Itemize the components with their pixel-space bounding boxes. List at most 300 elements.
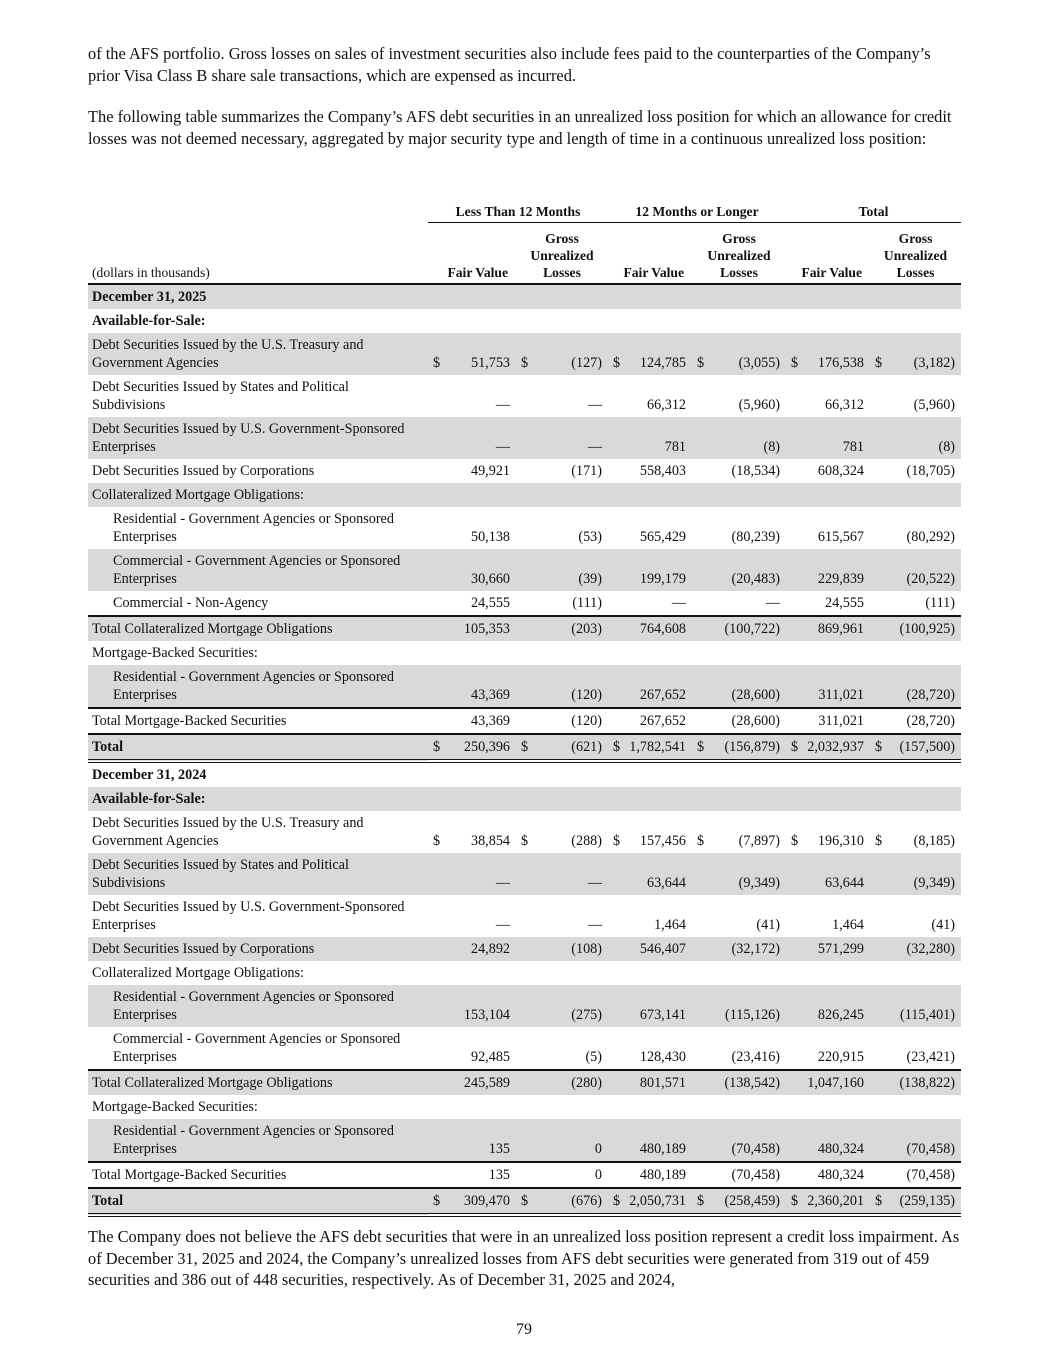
intro-paragraph-1: of the AFS portfolio. Gross losses on sales of investment securities also include fees paid to the counterparties of the Company’s prior Visa Class B share sale transactions, which are expensed as incurred.	[88, 44, 931, 85]
cell-value	[428, 734, 516, 761]
cell-value	[516, 459, 608, 483]
cell-number: (171)	[571, 463, 602, 479]
cell-value	[608, 811, 692, 853]
cell-value	[692, 708, 786, 734]
cell-number: 267,652	[639, 687, 686, 703]
cell-number: 826,245	[817, 1007, 865, 1023]
table-row	[88, 937, 961, 961]
cell-value	[692, 787, 786, 811]
row-label: Commercial - Government Agencies or Sponsored Enterprises	[88, 549, 428, 591]
cell-number: (32,280)	[906, 941, 956, 957]
cell-number: 781	[842, 439, 865, 455]
cell-value	[516, 961, 608, 985]
cell-number: 220,915	[817, 1049, 865, 1065]
cell-value	[428, 811, 516, 853]
cell-number: 229,839	[817, 571, 865, 587]
cell-number: 92,485	[470, 1049, 510, 1065]
cell-value	[786, 375, 870, 417]
cell-number: 608,324	[817, 463, 865, 479]
cell-value	[692, 417, 786, 459]
cell-value	[516, 895, 608, 937]
cell-value	[428, 591, 516, 616]
cell-value	[786, 1027, 870, 1070]
cell-number: (138,822)	[899, 1075, 956, 1091]
group-header-12-months-or-longer: 12 Months or Longer	[608, 200, 786, 223]
cell-value	[692, 1162, 786, 1188]
cell-number: (115,401)	[899, 1007, 956, 1023]
row-label: Debt Securities Issued by U.S. Government-Sponsored Enterprises	[88, 417, 428, 459]
cell-value	[608, 309, 692, 333]
cell-value	[428, 417, 516, 459]
cell-number: (20,483)	[731, 571, 781, 587]
cell-value	[428, 1188, 516, 1215]
cell-number: (70,458)	[906, 1141, 956, 1157]
cell-number: 0	[594, 1141, 602, 1157]
cell-number: 558,403	[639, 463, 686, 479]
cell-number: 135	[488, 1167, 510, 1183]
cell-value	[692, 1188, 786, 1215]
cell-value	[516, 787, 608, 811]
cell-number: (39)	[578, 571, 602, 587]
cell-value	[692, 507, 786, 549]
cell-value	[786, 1119, 870, 1162]
subtotal-row	[88, 1070, 961, 1095]
cell-value	[786, 937, 870, 961]
cell-value	[608, 284, 692, 309]
currency-symbol: $	[791, 1193, 799, 1209]
cell-value	[870, 1070, 961, 1095]
cell-number: (8)	[938, 439, 956, 455]
cell-value	[870, 811, 961, 853]
group-header-less-than-12-months: Less Than 12 Months	[428, 200, 608, 223]
cell-number: (28,720)	[906, 687, 956, 703]
column-header: Fair Value	[428, 223, 516, 285]
row-label: Debt Securities Issued by the U.S. Treasury and Government Agencies	[88, 333, 428, 375]
cell-value	[516, 708, 608, 734]
cell-value	[608, 549, 692, 591]
currency-symbol: $	[697, 739, 705, 755]
cell-value	[692, 985, 786, 1027]
cell-value	[786, 459, 870, 483]
currency-symbol: $	[875, 355, 883, 371]
cell-value	[870, 787, 961, 811]
closing-paragraph: The Company does not believe the AFS debt securities that were in an unrealized loss position represent a credit loss impairment. As of December 31, 2025 and 2024, the Company’s unrealized losses from AFS debt securities were generated from 319 out of 459 securities and 386 out of 448 securities, respectively. As of December 31, 2025 and 2024,	[88, 1227, 960, 1290]
cell-value	[516, 1162, 608, 1188]
cell-value	[870, 708, 961, 734]
currency-symbol: $	[791, 355, 799, 371]
cell-value	[870, 853, 961, 895]
cell-number: 615,567	[817, 529, 865, 545]
cell-value	[870, 1188, 961, 1215]
cell-value	[428, 761, 516, 787]
cell-number: 311,021	[818, 687, 865, 703]
table-row	[88, 417, 961, 459]
unrealized-loss-table	[88, 200, 961, 1217]
cell-value	[608, 507, 692, 549]
column-header: Gross Unrealized Losses	[692, 223, 786, 285]
cell-value	[870, 1095, 961, 1119]
cell-value	[428, 787, 516, 811]
cell-value	[428, 1162, 516, 1188]
cell-number: 124,785	[639, 355, 686, 371]
cell-value	[428, 961, 516, 985]
cell-number: (41)	[931, 917, 956, 933]
row-label: Available-for-Sale:	[92, 313, 206, 329]
table-row	[88, 591, 961, 616]
currency-symbol: $	[875, 833, 883, 849]
cell-value	[786, 1070, 870, 1095]
row-label: Debt Securities Issued by the U.S. Treasury and Government Agencies	[92, 815, 364, 849]
table-row	[88, 375, 961, 417]
table-row	[88, 641, 961, 665]
cell-value	[786, 549, 870, 591]
cell-value	[692, 641, 786, 665]
page-number: 79	[516, 1321, 532, 1338]
cell-number: 2,050,731	[629, 1193, 686, 1209]
cell-number: 565,429	[639, 529, 686, 545]
cell-value	[786, 641, 870, 665]
cell-value	[786, 417, 870, 459]
currency-symbol: $	[433, 739, 441, 755]
row-label: Total Collateralized Mortgage Obligations	[88, 1070, 428, 1095]
cell-value	[786, 811, 870, 853]
cell-value	[692, 961, 786, 985]
cell-number: (18,534)	[731, 463, 781, 479]
cell-number: (621)	[571, 739, 602, 755]
cell-value	[692, 616, 786, 641]
cell-number: 153,104	[463, 1007, 510, 1023]
cell-number: (23,421)	[906, 1049, 956, 1065]
cell-value	[692, 459, 786, 483]
table-row	[88, 761, 961, 787]
cell-value	[692, 375, 786, 417]
cell-value	[870, 375, 961, 417]
currency-symbol: $	[791, 833, 799, 849]
cell-number: (275)	[571, 1007, 602, 1023]
cell-value	[692, 591, 786, 616]
row-label: Commercial - Non-Agency	[113, 595, 269, 611]
currency-symbol: $	[697, 355, 705, 371]
cell-number: (53)	[578, 529, 602, 545]
column-header: Gross Unrealized Losses	[870, 223, 961, 285]
cell-number: 196,310	[817, 833, 865, 849]
cell-number: (100,925)	[899, 621, 956, 637]
currency-symbol: $	[433, 833, 441, 849]
cell-number: 267,652	[639, 713, 686, 729]
currency-symbol: $	[521, 739, 529, 755]
cell-value	[516, 1095, 608, 1119]
cell-number: —	[587, 917, 602, 933]
cell-value	[786, 1162, 870, 1188]
table-row	[88, 1027, 961, 1070]
cell-value	[786, 895, 870, 937]
cell-value	[608, 1070, 692, 1095]
cell-value	[428, 507, 516, 549]
column-header: Fair Value	[786, 223, 870, 285]
group-header-total: Total	[786, 200, 961, 223]
cell-value	[608, 1095, 692, 1119]
row-label: Debt Securities Issued by States and Political Subdivisions	[92, 379, 349, 413]
cell-number: 1,464	[832, 917, 865, 933]
cell-number: (20,522)	[906, 571, 956, 587]
cell-number: 311,021	[818, 713, 865, 729]
currency-symbol: $	[697, 1193, 705, 1209]
cell-value	[786, 483, 870, 507]
cell-number: (676)	[571, 1193, 602, 1209]
cell-value	[608, 761, 692, 787]
cell-value	[692, 853, 786, 895]
cell-value	[608, 1188, 692, 1215]
cell-value	[692, 284, 786, 309]
cell-number: (80,239)	[731, 529, 781, 545]
cell-value	[692, 483, 786, 507]
cell-number: (203)	[571, 621, 602, 637]
total-row	[88, 734, 961, 761]
currency-symbol: $	[521, 833, 529, 849]
cell-value	[786, 591, 870, 616]
cell-value	[786, 665, 870, 708]
cell-value	[692, 1095, 786, 1119]
cell-value	[608, 459, 692, 483]
cell-value	[608, 375, 692, 417]
units-label: (dollars in thousands)	[88, 223, 428, 285]
cell-value	[870, 1027, 961, 1070]
cell-number: 546,407	[639, 941, 686, 957]
cell-value	[692, 811, 786, 853]
cell-number: 2,360,201	[807, 1193, 865, 1209]
subtotal-row	[88, 708, 961, 734]
table-row	[88, 895, 961, 937]
cell-value	[428, 895, 516, 937]
cell-value	[516, 1070, 608, 1095]
cell-value	[608, 483, 692, 507]
total-row	[88, 1188, 961, 1215]
cell-value	[786, 787, 870, 811]
cell-number: 480,324	[817, 1141, 865, 1157]
cell-number: —	[587, 397, 602, 413]
cell-number: 250,396	[463, 739, 510, 755]
table-row	[88, 483, 961, 507]
currency-symbol: $	[875, 739, 883, 755]
table-row	[88, 459, 961, 483]
cell-value	[786, 708, 870, 734]
cell-value	[608, 1027, 692, 1070]
cell-number: (8,185)	[913, 833, 956, 849]
cell-number: —	[495, 439, 510, 455]
cell-number: (70,458)	[731, 1167, 781, 1183]
cell-number: 135	[488, 1141, 510, 1157]
cell-number: (9,349)	[913, 875, 956, 891]
row-label: Residential - Government Agencies or Sponsored Enterprises	[113, 511, 394, 545]
table-row	[88, 1119, 961, 1162]
cell-number: 1,464	[654, 917, 686, 933]
cell-number: 50,138	[470, 529, 510, 545]
column-header: Fair Value	[608, 223, 692, 285]
cell-number: 176,538	[817, 355, 865, 371]
cell-number: 43,369	[470, 713, 510, 729]
row-label: Total Collateralized Mortgage Obligations	[88, 616, 428, 641]
row-label: Residential - Government Agencies or Sponsored Enterprises	[88, 1119, 428, 1162]
cell-value	[870, 961, 961, 985]
cell-value	[786, 985, 870, 1027]
cell-number: 66,312	[825, 397, 865, 413]
cell-number: (18,705)	[906, 463, 956, 479]
cell-value	[608, 853, 692, 895]
cell-number: 309,470	[463, 1193, 510, 1209]
cell-value	[692, 734, 786, 761]
cell-value	[428, 1119, 516, 1162]
row-label: Debt Securities Issued by U.S. Government-Sponsored Enterprises	[92, 899, 405, 933]
cell-value	[786, 616, 870, 641]
row-label: Available-for-Sale:	[88, 787, 428, 811]
cell-number: —	[587, 875, 602, 891]
currency-symbol: $	[791, 739, 799, 755]
intro-paragraph-2: The following table summarizes the Company’s AFS debt securities in an unrealized loss position for which an allowance for credit losses was not deemed necessary, aggregated by major security type and length of time in a continuous unrealized loss position:	[88, 107, 952, 148]
currency-symbol: $	[613, 1193, 621, 1209]
cell-number: 2,032,937	[807, 739, 865, 755]
cell-number: 869,961	[817, 621, 865, 637]
cell-value	[608, 417, 692, 459]
cell-number: 24,555	[825, 595, 865, 611]
cell-value	[870, 616, 961, 641]
cell-value	[428, 549, 516, 591]
cell-number: 1,782,541	[629, 739, 686, 755]
cell-value	[428, 1095, 516, 1119]
currency-symbol: $	[613, 739, 621, 755]
cell-number: —	[495, 917, 510, 933]
cell-value	[870, 507, 961, 549]
row-label: Debt Securities Issued by States and Political Subdivisions	[88, 853, 428, 895]
cell-value	[692, 333, 786, 375]
cell-number: 801,571	[639, 1075, 686, 1091]
cell-number: (5,960)	[738, 397, 781, 413]
cell-value	[516, 641, 608, 665]
cell-value	[516, 284, 608, 309]
cell-number: —	[587, 439, 602, 455]
cell-value	[516, 507, 608, 549]
cell-number: (156,879)	[724, 739, 781, 755]
cell-number: 66,312	[646, 397, 686, 413]
cell-number: 245,589	[463, 1075, 510, 1091]
cell-number: (8)	[763, 439, 781, 455]
row-label: Total	[88, 734, 428, 761]
cell-number: (280)	[571, 1075, 602, 1091]
cell-value	[870, 1119, 961, 1162]
table-row	[88, 549, 961, 591]
table-row	[88, 787, 961, 811]
cell-value	[870, 895, 961, 937]
cell-number: (28,600)	[731, 713, 781, 729]
cell-number: 49,921	[470, 463, 510, 479]
cell-number: 0	[594, 1167, 602, 1183]
cell-value	[516, 549, 608, 591]
cell-number: 24,892	[470, 941, 510, 957]
table-row	[88, 853, 961, 895]
cell-number: 30,660	[470, 571, 510, 587]
cell-number: 480,189	[639, 1167, 686, 1183]
cell-value	[870, 417, 961, 459]
cell-value	[870, 937, 961, 961]
table-body	[88, 284, 961, 1215]
cell-number: (32,172)	[731, 941, 781, 957]
cell-value	[786, 1188, 870, 1215]
cell-value	[608, 708, 692, 734]
cell-number: (70,458)	[731, 1141, 781, 1157]
cell-number: (28,600)	[731, 687, 781, 703]
row-label: Total Mortgage-Backed Securities	[88, 708, 428, 734]
cell-value	[516, 853, 608, 895]
cell-value	[516, 483, 608, 507]
row-label: Collateralized Mortgage Obligations:	[92, 965, 304, 981]
cell-number: (70,458)	[906, 1167, 956, 1183]
cell-value	[428, 665, 516, 708]
cell-value	[428, 1070, 516, 1095]
cell-value	[786, 734, 870, 761]
currency-symbol: $	[433, 355, 441, 371]
cell-number: —	[671, 595, 686, 611]
cell-value	[516, 1188, 608, 1215]
cell-number: 105,353	[463, 621, 510, 637]
cell-value	[786, 853, 870, 895]
cell-number: (7,897)	[738, 833, 781, 849]
cell-value	[692, 665, 786, 708]
row-label: Total Mortgage-Backed Securities	[88, 1162, 428, 1188]
cell-value	[786, 309, 870, 333]
cell-value	[428, 853, 516, 895]
cell-number: (5)	[585, 1049, 602, 1065]
cell-value	[870, 591, 961, 616]
cell-value	[692, 937, 786, 961]
subtotal-row	[88, 1162, 961, 1188]
cell-value	[692, 1070, 786, 1095]
column-header: Gross Unrealized Losses	[516, 223, 608, 285]
cell-value	[428, 284, 516, 309]
cell-value	[428, 1027, 516, 1070]
row-label: Residential - Government Agencies or Sponsored Enterprises	[88, 665, 428, 708]
row-label: Commercial - Government Agencies or Sponsored Enterprises	[113, 1031, 401, 1065]
cell-value	[428, 708, 516, 734]
cell-number: (3,182)	[913, 355, 956, 371]
cell-value	[608, 734, 692, 761]
cell-value	[516, 937, 608, 961]
cell-value	[428, 985, 516, 1027]
cell-number: (138,542)	[724, 1075, 781, 1091]
cell-value	[428, 483, 516, 507]
currency-symbol: $	[433, 1193, 441, 1209]
row-label: Mortgage-Backed Securities:	[92, 1099, 258, 1115]
cell-value	[428, 459, 516, 483]
cell-number: —	[495, 397, 510, 413]
cell-value	[608, 641, 692, 665]
cell-value	[516, 417, 608, 459]
cell-number: (5,960)	[913, 397, 956, 413]
cell-number: 480,324	[817, 1167, 865, 1183]
cell-number: 63,644	[646, 875, 686, 891]
cell-number: —	[495, 875, 510, 891]
cell-number: (120)	[571, 713, 602, 729]
cell-number: 480,189	[639, 1141, 686, 1157]
cell-number: (3,055)	[738, 355, 781, 371]
cell-value	[608, 1119, 692, 1162]
cell-value	[428, 375, 516, 417]
cell-value	[870, 309, 961, 333]
cell-number: (41)	[756, 917, 781, 933]
cell-number: (23,416)	[731, 1049, 781, 1065]
cell-value	[608, 937, 692, 961]
cell-value	[608, 333, 692, 375]
cell-value	[608, 787, 692, 811]
row-label: December 31, 2024	[92, 767, 207, 783]
